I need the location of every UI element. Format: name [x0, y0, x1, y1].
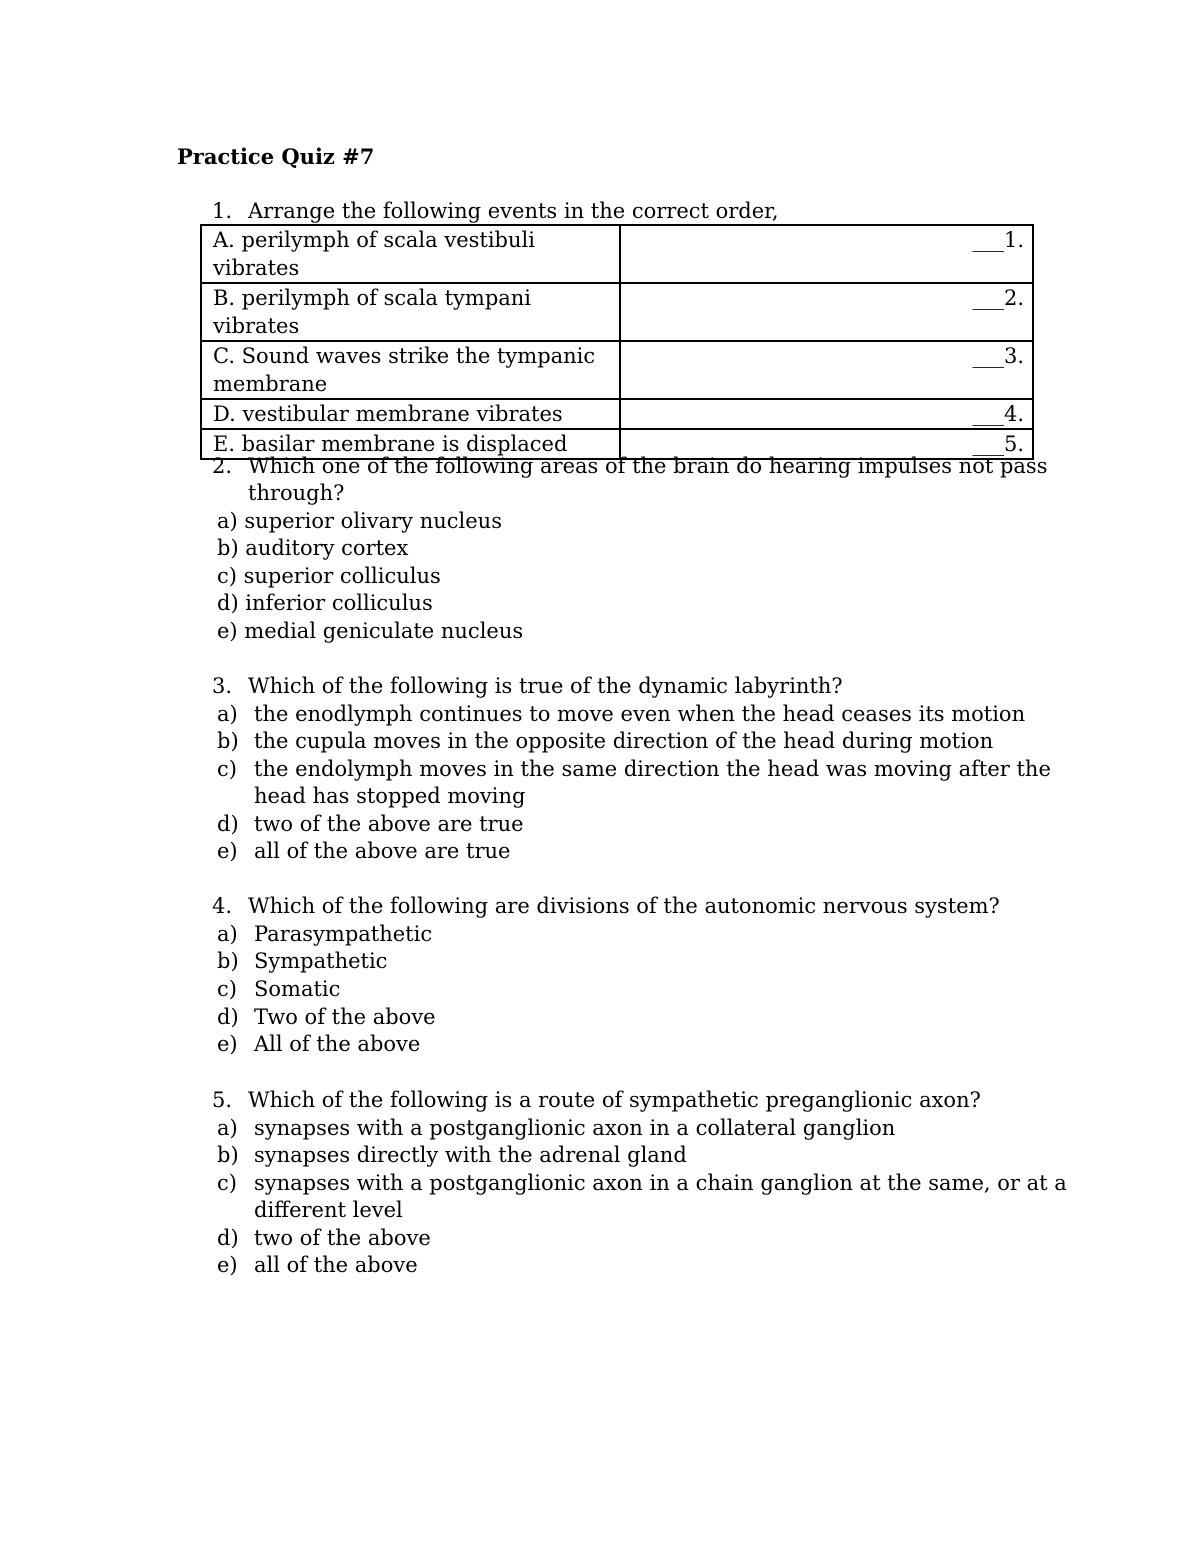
option-text: the cupula moves in the opposite direction of the head during motion [254, 729, 994, 753]
option-text: all of the above are true [254, 839, 511, 863]
table-row [201, 399, 1033, 429]
option-text: Two of the above [254, 1005, 436, 1029]
option-text: the enodlymph continues to move even when the head ceases its motion [254, 702, 1026, 726]
option-letter: a) [217, 702, 238, 726]
question-number: 3. [212, 674, 233, 698]
answer-slot[interactable]: ___5. [620, 429, 1033, 459]
option-letter: d) [217, 812, 239, 836]
event-cell: C. Sound waves strike the tympanic membrane [201, 341, 620, 399]
answer-slot[interactable]: ___4. [620, 399, 1033, 429]
table-row [201, 283, 1033, 341]
option-text: Sympathetic [254, 949, 388, 973]
question-text: Which of the following are divisions of the autonomic nervous system? [248, 894, 1000, 918]
question-text: Which of the following is a route of sympathetic preganglionic axon? [248, 1088, 981, 1112]
option-letter: e) [217, 1253, 238, 1277]
answer-slot[interactable]: ___3. [620, 341, 1033, 399]
option-letter: b) [217, 949, 239, 973]
event-cell: D. vestibular membrane vibrates [201, 399, 620, 429]
option-text: synapses directly with the adrenal gland [254, 1143, 687, 1167]
answer-slot[interactable]: ___1. [620, 225, 1033, 283]
option-b[interactable]: b) auditory cortex [217, 536, 409, 560]
option-letter: b) [217, 1143, 239, 1167]
option-letter: d) [217, 1226, 239, 1250]
option-a[interactable]: a) superior olivary nucleus [217, 509, 502, 533]
table-row [201, 341, 1033, 399]
option-d[interactable]: d) inferior colliculus [217, 591, 433, 615]
option-text: the endolymph moves in the same direction the head was moving after the [254, 757, 1051, 781]
question-number: 5. [212, 1088, 233, 1112]
answer-slot[interactable]: ___2. [620, 283, 1033, 341]
question-number: 1. [212, 199, 233, 223]
option-text: two of the above are true [254, 812, 524, 836]
option-text: synapses with a postganglionic axon in a chain ganglion at the same, or at a [254, 1171, 1067, 1195]
option-text: Parasympathetic [254, 922, 433, 946]
event-cell: B. perilymph of scala tympani vibrates [201, 283, 620, 341]
option-letter: b) [217, 729, 239, 753]
question-text: Which one of the following areas of the brain do hearing impulses not pass [248, 454, 1048, 478]
option-text: All of the above [254, 1032, 421, 1056]
option-letter: e) [217, 1032, 238, 1056]
option-letter: c) [217, 757, 237, 781]
option-text: two of the above [254, 1226, 431, 1250]
option-text: Somatic [254, 977, 341, 1001]
question-number: 4. [212, 894, 233, 918]
event-cell: A. perilymph of scala vestibuli vibrates [201, 225, 620, 283]
question-text: through? [248, 481, 345, 505]
option-letter: c) [217, 1171, 237, 1195]
ordering-table [200, 224, 1034, 460]
option-letter: c) [217, 977, 237, 1001]
option-letter: d) [217, 1005, 239, 1029]
table-row [201, 225, 1033, 283]
question-number: 2. [212, 454, 233, 478]
option-letter: a) [217, 1116, 238, 1140]
page-title: Practice Quiz #7 [177, 144, 375, 169]
question-text: Which of the following is true of the dynamic labyrinth? [248, 674, 843, 698]
option-e[interactable]: e) medial geniculate nucleus [217, 619, 524, 643]
option-c[interactable]: c) superior colliculus [217, 564, 441, 588]
option-letter: a) [217, 922, 238, 946]
option-text: all of the above [254, 1253, 418, 1277]
option-text-continued: head has stopped moving [254, 784, 526, 808]
option-letter: e) [217, 839, 238, 863]
option-text-continued: different level [254, 1198, 403, 1222]
option-text: synapses with a postganglionic axon in a collateral ganglion [254, 1116, 896, 1140]
event-cell: E. basilar membrane is displaced [201, 429, 620, 459]
question-text: Arrange the following events in the correct order, [248, 199, 779, 223]
